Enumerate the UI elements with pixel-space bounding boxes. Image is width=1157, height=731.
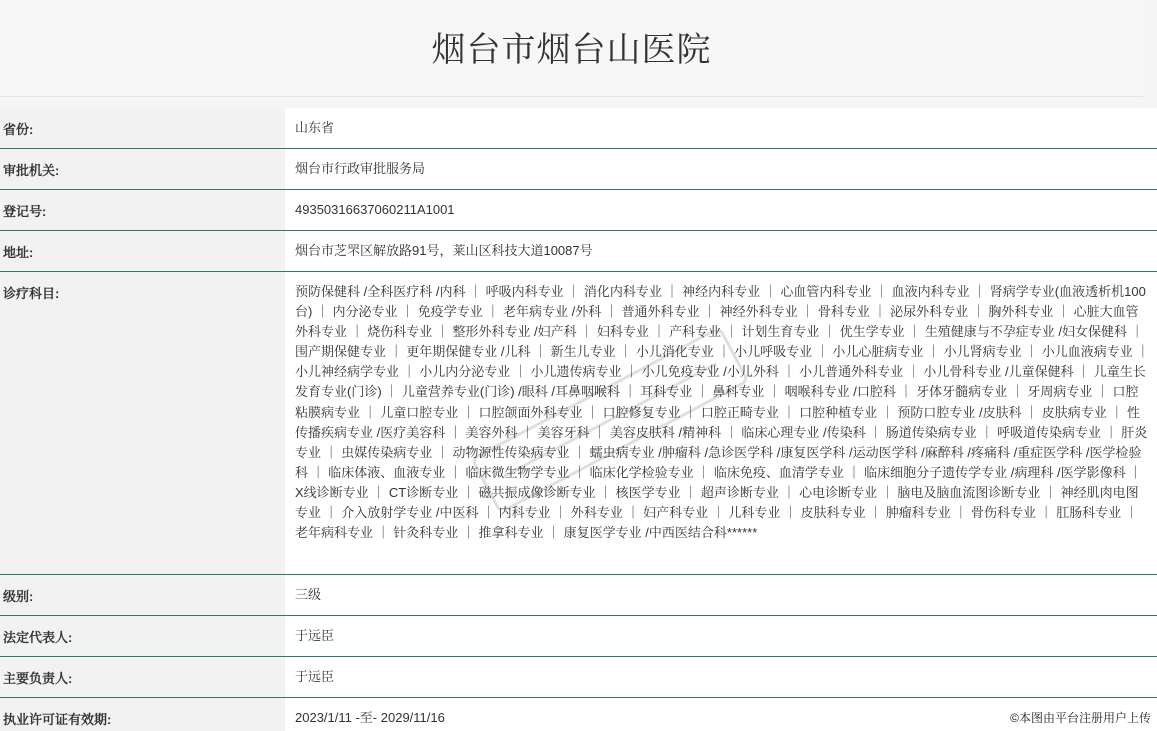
row-label-principal: 主要负责人: xyxy=(0,657,285,697)
row-label-address: 地址: xyxy=(0,231,285,271)
info-table xyxy=(0,108,1157,731)
row-value-legal-representative: 于远臣 xyxy=(285,616,1157,656)
row-value-license-validity: 2023/1/11 -至- 2029/11/16 xyxy=(285,698,1157,731)
row-value-registration-number: 49350316637060211A1001 xyxy=(285,190,1157,230)
table-row xyxy=(0,616,1157,657)
row-value-approval-authority: 烟台市行政审批服务局 xyxy=(285,149,1157,189)
table-row xyxy=(0,575,1157,616)
row-label-license-validity: 执业许可证有效期: xyxy=(0,698,285,731)
row-value-principal: 于远臣 xyxy=(285,657,1157,697)
row-value-departments: 预防保健科 /全科医疗科 /内科 ｜ 呼吸内科专业 ｜ 消化内科专业 ｜ 神经内科专业 ｜ 心血管内科专业 ｜ 血液内科专业 ｜ 肾病学专业(血液透析机100台) ｜ 内分泌专业 ｜ 免疫学专业 ｜ 老年病专业 /外科 ｜ 普通外科专业 ｜ 神经外科专业 ｜ 骨科专业 ｜ 泌尿外科专业 ｜ 胸外科专业 ｜ 心脏大血管外科专业 ｜ 烧伤科专业 ｜ 整形外科专业 /妇产科 ｜ 妇科专业 ｜ 产科专业 ｜ 计划生育专业 ｜ 优生学专业 ｜ 生殖健康与不孕症专业 /妇女保健科 ｜ 围产期保健专业 ｜ 更年期保健专业 /儿科 ｜ 新生儿专业 ｜ 小儿消化专业 ｜ 小儿呼吸专业 ｜ 小儿心脏病专业 ｜ 小儿肾病专业 ｜ 小儿血液病专业 ｜ 小儿神经病学专业 ｜ 小儿内分泌专业 ｜ 小儿遗传病专业 ｜ 小儿免疫专业 /小儿外科 ｜ 小儿普通外科专业 ｜ 小儿骨科专业 /儿童保健科 ｜ 儿童生长发育专业(门诊) ｜ 儿童营养专业(门诊) /眼科 /耳鼻咽喉科 ｜ 耳科专业 ｜ 鼻科专业 ｜ 咽喉科专业 /口腔科 ｜ 牙体牙髓病专业 ｜ 牙周病专业 ｜ 口腔粘膜病专业 ｜ 儿童口腔专业 ｜ 口腔颌面外科专业 ｜ 口腔修复专业 ｜ 口腔正畸专业 ｜ 口腔种植专业 ｜ 预防口腔专业 /皮肤科 ｜ 皮肤病专业 ｜ 性传播疾病专业 /医疗美容科 ｜ 美容外科 ｜ 美容牙科 ｜ 美容皮肤科 /精神科 ｜ 临床心理专业 /传染科 ｜ 肠道传染病专业 ｜ 呼吸道传染病专业 ｜ 肝炎专业 ｜ 虫媒传染病专业 ｜ 动物源性传染病专业 ｜ 蠕虫病专业 /肿瘤科 /急诊医学科 /康复医学科 /运动医学科 /麻醉科 /疼痛科 /重症医学科 /医学检验科 ｜ 临床体液、血液专业 ｜ 临床微生物学专业 ｜ 临床化学检验专业 ｜ 临床免疫、血清学专业 ｜ 临床细胞分子遗传学专业 /病理科 /医学影像科 ｜ X线诊断专业 ｜ CT诊断专业 ｜ 磁共振成像诊断专业 ｜ 核医学专业 ｜ 超声诊断专业 ｜ 心电诊断专业 ｜ 脑电及脑血流图诊断专业 ｜ 神经肌肉电图专业 ｜ 介入放射学专业 /中医科 ｜ 内科专业 ｜ 外科专业 ｜ 妇产科专业 ｜ 儿科专业 ｜ 皮肤科专业 ｜ 肿瘤科专业 ｜ 骨伤科专业 ｜ 肛肠科专业 ｜ 老年病科专业 ｜ 针灸科专业 ｜ 推拿科专业 ｜ 康复医学专业 /中西医结合科****** xyxy=(285,272,1157,574)
row-label-departments: 诊疗科目: xyxy=(0,272,285,574)
row-label-legal-representative: 法定代表人: xyxy=(0,616,285,656)
table-row xyxy=(0,190,1157,231)
table-row xyxy=(0,149,1157,190)
upload-notice: ©本图由平台注册用户上传 xyxy=(1008,708,1153,727)
table-row xyxy=(0,272,1157,575)
row-label-province: 省份: xyxy=(0,108,285,148)
title-bar xyxy=(0,0,1143,97)
row-value-province: 山东省 xyxy=(285,108,1157,148)
row-label-registration-number: 登记号: xyxy=(0,190,285,230)
row-value-level: 三级 xyxy=(285,575,1157,615)
row-label-approval-authority: 审批机关: xyxy=(0,149,285,189)
row-value-address: 烟台市芝罘区解放路91号，莱山区科技大道10087号 xyxy=(285,231,1157,271)
row-label-level: 级别: xyxy=(0,575,285,615)
table-row xyxy=(0,657,1157,698)
table-row xyxy=(0,698,1157,731)
table-row xyxy=(0,108,1157,149)
table-row xyxy=(0,231,1157,272)
page-title: 烟台市烟台山医院 xyxy=(431,31,712,69)
